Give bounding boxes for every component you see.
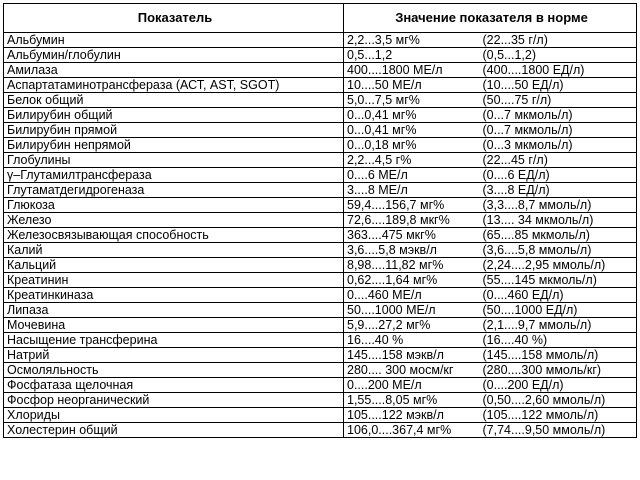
value-si: (3,3....8,7 ммоль/л) xyxy=(480,198,637,213)
indicator-name: Креатинин xyxy=(4,273,344,288)
indicator-name: Железо xyxy=(4,213,344,228)
indicator-name: Глутаматдегидрогеназа xyxy=(4,183,344,198)
value-primary: 0,62....1,64 мг% xyxy=(344,273,480,288)
value-primary: 1,55....8,05 мг% xyxy=(344,393,480,408)
table-row xyxy=(4,183,637,198)
table-row xyxy=(4,168,637,183)
value-primary: 8,98....11,82 мг% xyxy=(344,258,480,273)
value-primary: 59,4....156,7 мг% xyxy=(344,198,480,213)
value-si: (2,1....9,7 ммоль/л) xyxy=(480,318,637,333)
reference-values-table xyxy=(3,3,637,438)
indicator-name: Аспартатаминотрансфераза (АСТ, AST, SGOT) xyxy=(4,78,344,93)
table-header-row xyxy=(4,4,637,33)
table-row xyxy=(4,153,637,168)
value-si: (50....1000 ЕД/л) xyxy=(480,303,637,318)
value-si: (7,74....9,50 ммоль/л) xyxy=(480,423,637,438)
value-si: (0....460 ЕД/л) xyxy=(480,288,637,303)
indicator-name: Фосфор неорганический xyxy=(4,393,344,408)
value-primary: 72,6....189,8 мкг% xyxy=(344,213,480,228)
indicator-name: Фосфатаза щелочная xyxy=(4,378,344,393)
table-row xyxy=(4,108,637,123)
value-primary: 0...0,41 мг% xyxy=(344,108,480,123)
value-si: (10....50 ЕД/л) xyxy=(480,78,637,93)
table-row xyxy=(4,273,637,288)
table-row xyxy=(4,333,637,348)
value-primary: 10....50 МЕ/л xyxy=(344,78,480,93)
table-row xyxy=(4,138,637,153)
table-row xyxy=(4,363,637,378)
value-si: (0,50....2,60 ммоль/л) xyxy=(480,393,637,408)
indicator-name: Липаза xyxy=(4,303,344,318)
value-primary: 280.... 300 мосм/кг xyxy=(344,363,480,378)
value-primary: 0...0,18 мг% xyxy=(344,138,480,153)
table-row xyxy=(4,393,637,408)
value-si: (0...7 мкмоль/л) xyxy=(480,123,637,138)
table-row xyxy=(4,348,637,363)
indicator-name: Железосвязывающая способность xyxy=(4,228,344,243)
value-primary: 2,2...3,5 мг% xyxy=(344,33,480,48)
table-row xyxy=(4,213,637,228)
value-si: (50....75 г/л) xyxy=(480,93,637,108)
table-row xyxy=(4,63,637,78)
table-row xyxy=(4,423,637,438)
value-primary: 106,0....367,4 мг% xyxy=(344,423,480,438)
table-row xyxy=(4,33,637,48)
indicator-name: Холестерин общий xyxy=(4,423,344,438)
table-row xyxy=(4,303,637,318)
header-normal-value: Значение показателя в норме xyxy=(344,4,637,33)
value-si: (3....8 ЕД/л) xyxy=(480,183,637,198)
value-primary: 0,5...1,2 xyxy=(344,48,480,63)
table-row xyxy=(4,378,637,393)
value-primary: 5,0...7,5 мг% xyxy=(344,93,480,108)
indicator-name: Белок общий xyxy=(4,93,344,108)
value-primary: 50....1000 МЕ/л xyxy=(344,303,480,318)
value-si: (65....85 мкмоль/л) xyxy=(480,228,637,243)
header-indicator: Показатель xyxy=(4,4,344,33)
value-primary: 0....460 МЕ/л xyxy=(344,288,480,303)
value-si: (22...35 г/л) xyxy=(480,33,637,48)
value-si: (55....145 мкмоль/л) xyxy=(480,273,637,288)
value-si: (2,24....2,95 ммоль/л) xyxy=(480,258,637,273)
value-primary: 400....1800 МЕ/л xyxy=(344,63,480,78)
indicator-name: γ–Глутамилтрансфераза xyxy=(4,168,344,183)
indicator-name: Билирубин прямой xyxy=(4,123,344,138)
value-si: (0...3 мкмоль/л) xyxy=(480,138,637,153)
indicator-name: Альбумин/глобулин xyxy=(4,48,344,63)
value-si: (16....40 %) xyxy=(480,333,637,348)
value-primary: 145....158 мэкв/л xyxy=(344,348,480,363)
value-si: (280....300 ммоль/кг) xyxy=(480,363,637,378)
value-si: (105....122 ммоль/л) xyxy=(480,408,637,423)
value-primary: 0...0,41 мг% xyxy=(344,123,480,138)
indicator-name: Хлориды xyxy=(4,408,344,423)
value-primary: 3....8 МЕ/л xyxy=(344,183,480,198)
value-primary: 0....6 МЕ/л xyxy=(344,168,480,183)
value-primary: 0....200 МЕ/л xyxy=(344,378,480,393)
indicator-name: Креатинкиназа xyxy=(4,288,344,303)
table-row xyxy=(4,258,637,273)
table-row xyxy=(4,198,637,213)
value-si: (145....158 ммоль/л) xyxy=(480,348,637,363)
table-row xyxy=(4,93,637,108)
table-row xyxy=(4,48,637,63)
value-primary: 5,9....27,2 мг% xyxy=(344,318,480,333)
value-si: (0,5...1,2) xyxy=(480,48,637,63)
table-row xyxy=(4,78,637,93)
value-primary: 363....475 мкг% xyxy=(344,228,480,243)
table-row xyxy=(4,228,637,243)
value-primary: 16....40 % xyxy=(344,333,480,348)
indicator-name: Насыщение трансферина xyxy=(4,333,344,348)
indicator-name: Осмоляльность xyxy=(4,363,344,378)
value-si: (0....6 ЕД/л) xyxy=(480,168,637,183)
table-row xyxy=(4,288,637,303)
value-primary: 105....122 мэкв/л xyxy=(344,408,480,423)
value-si: (3,6....5,8 ммоль/л) xyxy=(480,243,637,258)
value-primary: 2,2...4,5 г% xyxy=(344,153,480,168)
value-si: (13.... 34 мкмоль/л) xyxy=(480,213,637,228)
table-row xyxy=(4,243,637,258)
value-si: (0...7 мкмоль/л) xyxy=(480,108,637,123)
value-si: (0....200 ЕД/л) xyxy=(480,378,637,393)
indicator-name: Натрий xyxy=(4,348,344,363)
table-row xyxy=(4,123,637,138)
indicator-name: Альбумин xyxy=(4,33,344,48)
value-primary: 3,6....5,8 мэкв/л xyxy=(344,243,480,258)
value-si: (400....1800 ЕД/л) xyxy=(480,63,637,78)
indicator-name: Глобулины xyxy=(4,153,344,168)
indicator-name: Глюкоза xyxy=(4,198,344,213)
indicator-name: Мочевина xyxy=(4,318,344,333)
value-si: (22...45 г/л) xyxy=(480,153,637,168)
indicator-name: Калий xyxy=(4,243,344,258)
table-row xyxy=(4,408,637,423)
indicator-name: Билирубин общий xyxy=(4,108,344,123)
indicator-name: Билирубин непрямой xyxy=(4,138,344,153)
table-row xyxy=(4,318,637,333)
indicator-name: Кальций xyxy=(4,258,344,273)
indicator-name: Амилаза xyxy=(4,63,344,78)
